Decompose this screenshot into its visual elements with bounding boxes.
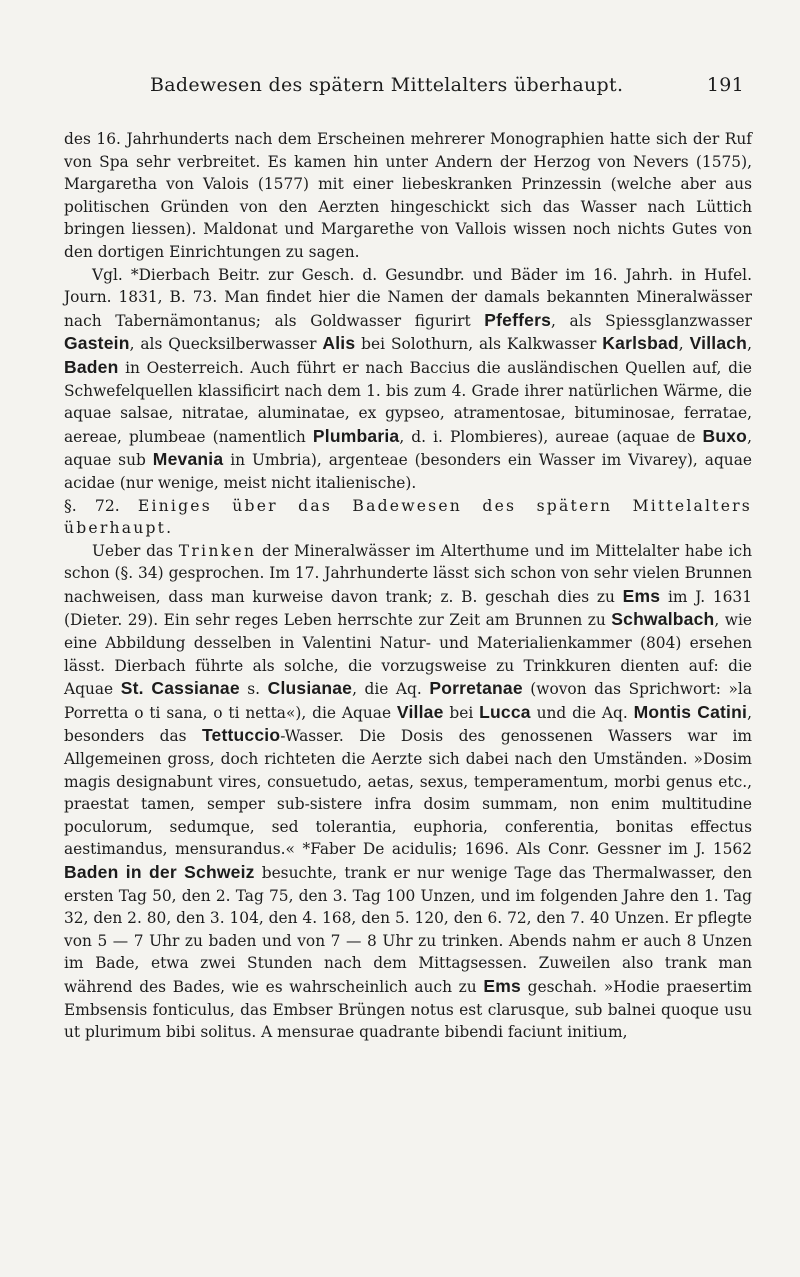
text-run: bei — [443, 703, 480, 722]
section-number: §. 72. — [64, 496, 120, 515]
place-name: Pfeffers — [484, 309, 552, 330]
body-text — [64, 128, 752, 1044]
text-run: Ueber das — [92, 541, 179, 560]
place-name: Villae — [396, 701, 444, 722]
text-run: , — [678, 335, 690, 354]
place-name: St. Cassianae — [120, 678, 240, 699]
text-run: s. — [239, 680, 268, 699]
place-name: Buxo — [702, 425, 748, 446]
text-run: , wie eine Abbildung desselben in Valentini Natur- und Materialienkammer (804) ersehen lässt. Dierbach führte als solche, die vorzugsweise zu Trinkkuren dienten auf: die Aquae — [64, 611, 752, 699]
text-run: , als Spiessglanzwasser — [551, 311, 752, 330]
text-run: , die Aq. — [352, 680, 430, 699]
paragraph-main — [64, 540, 752, 1044]
place-name: Clusianae — [267, 678, 353, 699]
text-run: , — [747, 335, 752, 354]
place-name: Montis Catini — [633, 701, 748, 722]
place-name: Ems — [622, 585, 661, 606]
paragraph-reference — [64, 264, 752, 495]
text-run: (wovon das Sprichwort: »la Porretta o ti sana, o ti netta«), die Aquae — [64, 680, 753, 722]
text-run: , d. i. Plombieres), aureae (aquae de — [399, 427, 703, 446]
text-run: in Oesterreich. Auch führt er nach Baccius die ausländischen Quellen auf, die Schwefelquellen klassificirt nach dem 1. bis zum 4. Grade ihrer natürlichen Wärme, die aquae salsae, nitratae, aluminatae, ex gypseo, atramentosae, bituminosae, ferratae, aereae, plumbeae (namentlich — [64, 358, 752, 446]
paragraph-continuation: des 16. Jahrhunderts nach dem Erscheinen mehrerer Monographien hatte sich der Ruf von Spa sehr verbreitet. Es kamen hin unter Andern der Herzog von Nevers (1575), Margaretha von Valois (1577) mit einer liebeskranken Prinzessin (welche aber aus politischen Gründen von den Aerzten hingeschickt sich das Wasser nach Lüttich bringen liessen). Maldonat und Margarethe von Vallois wissen noch nichts Gutes von den dortigen Einrichtungen zu sagen. — [64, 130, 752, 261]
place-name: Baden in der Schweiz — [64, 862, 255, 882]
place-name: Baden — [64, 356, 119, 377]
text-run: geschah. »Hodie praesertim Embsensis fonticulus, das Embser Brüngen notus est clarusque, sub balnei quoque usu ut plurimum bibi solitus. A mensurae quadrante bibendi faciunt initium, — [64, 977, 752, 1042]
text-run: der Mineralwässer im Alterthume und im Mittelalter habe ich schon (§. 34) gesprochen. Im 17. Jahrhunderte lässt sich schon von sehr vielen Brunnen nachweisen, dass man kurweise davon trank; z. B. geschah dies zu — [64, 541, 753, 606]
text-run: , als Quecksilberwasser — [129, 335, 323, 354]
place-name: Villach — [689, 333, 748, 354]
place-name: Mevania — [152, 449, 224, 470]
text-run: und die Aq. — [530, 703, 634, 722]
place-name: Gastein — [64, 333, 130, 354]
text-run: bei Solothurn, als Kalkwasser — [355, 335, 603, 354]
emphasis-word: Trinken — [178, 541, 257, 560]
text-run: , besonders das — [64, 703, 752, 746]
place-name: Tettuccio — [201, 725, 281, 746]
page-number: 191 — [706, 74, 744, 96]
place-name: Plumbaria — [312, 425, 400, 446]
section-title: Einiges über das Badewesen des spätern Mittelalters überhaupt. — [64, 496, 752, 538]
place-name: Schwalbach — [611, 609, 715, 630]
text-run: besuchte, trank er nur wenige Tage das Thermalwasser, den ersten Tag 50, den 2. Tag 75, den 3. Tag 100 Unzen, und im folgenden Jahre den 1. Tag 32, den 2. 80, den 3. 104, den 4. 168, den 5. 120, den 6. 72, den 7. 40 Unzen. Er pflegte von 5 — 7 Uhr zu baden und von 7 — 8 Uhr zu trinken. Abends nahm er auch 8 Unzen im Bade, etwa zwei Stunden nach dem Mittagsessen. Zuweilen also trank man während des Bades, wie es wahrscheinlich auch zu — [64, 864, 752, 996]
place-name: Alis — [322, 333, 356, 354]
text-run: , aquae sub — [64, 427, 752, 470]
section-heading — [64, 495, 752, 540]
text-run: im J. 1631 (Dieter. 29). Ein sehr reges Leben herrschte zur Zeit am Brunnen zu — [64, 587, 752, 630]
place-name: Ems — [483, 975, 521, 996]
place-name: Lucca — [479, 701, 531, 722]
place-name: Porretanae — [429, 678, 523, 699]
text-run: Vgl. *Dierbach Beitr. zur Gesch. d. Gesundbr. und Bäder im 16. Jahrh. in Hufel. Journ. 1831, B. 73. Man findet hier die Namen der damals bekannten Mineralwässer nach Tabernämontanus; als Goldwasser figurirt — [64, 265, 752, 330]
running-title: Badewesen des spätern Mittelalters überhaupt. — [150, 74, 624, 96]
text-run: -Wasser. Die Dosis des genossenen Wassers war im Allgemeinen gross, doch richteten die Aerzte sich dabei nach den Umständen. »Dosim magis designabunt vires, consuetudo, aetas, sexus, temperamentum, morbi genus etc., praestat tamen, semper sub-sistere infra dosim summam, non enim multitudine poculorum, sedumque, sed tolerantia, euphoria, conferentia, bonitas effectus aestimandus, mensurandus.« *Faber De acidulis; 1696. Als Conr. Gessner im J. 1562 — [64, 727, 752, 859]
place-name: Karlsbad — [602, 333, 679, 354]
text-run: in Umbria), argenteae (besonders ein Wasser im Vivarey), aquae acidae (nur wenige, meist nicht italienische). — [64, 451, 752, 492]
